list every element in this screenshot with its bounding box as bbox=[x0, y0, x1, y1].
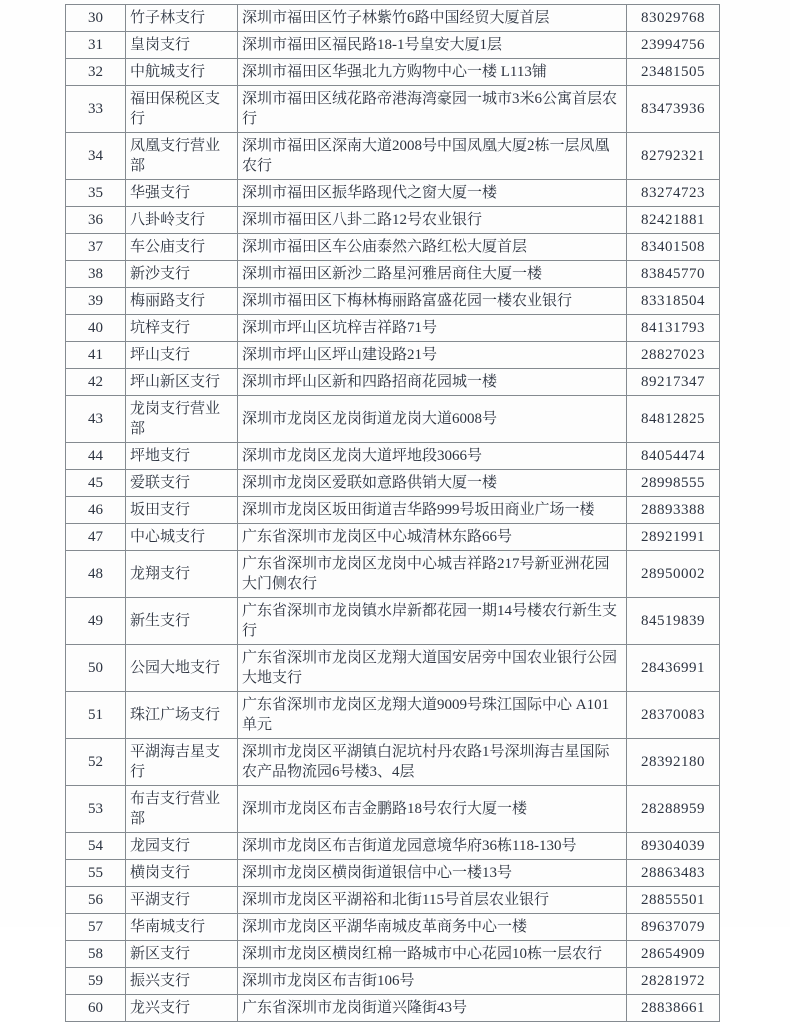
address-cell: 广东省深圳市龙岗区中心城清林东路66号 bbox=[238, 524, 627, 551]
phone-cell: 23994756 bbox=[627, 32, 720, 59]
address-cell: 深圳市福田区车公庙泰然六路红松大厦首层 bbox=[238, 234, 627, 261]
table-row bbox=[66, 645, 720, 692]
branch-name-cell: 华南城支行 bbox=[126, 914, 238, 941]
phone-cell: 89637079 bbox=[627, 914, 720, 941]
branch-name-cell: 振兴支行 bbox=[126, 968, 238, 995]
row-number-cell: 50 bbox=[66, 645, 126, 692]
table-row bbox=[66, 887, 720, 914]
table-row bbox=[66, 261, 720, 288]
phone-cell: 28288959 bbox=[627, 786, 720, 833]
row-number-cell: 56 bbox=[66, 887, 126, 914]
phone-cell: 28893388 bbox=[627, 497, 720, 524]
address-cell: 深圳市福田区八卦二路12号农业银行 bbox=[238, 207, 627, 234]
phone-cell: 83029768 bbox=[627, 5, 720, 32]
branch-name-cell: 福田保税区支行 bbox=[126, 86, 238, 133]
branch-name-cell: 新沙支行 bbox=[126, 261, 238, 288]
row-number-cell: 53 bbox=[66, 786, 126, 833]
branch-name-cell: 八卦岭支行 bbox=[126, 207, 238, 234]
row-number-cell: 47 bbox=[66, 524, 126, 551]
address-cell: 深圳市龙岗区平湖裕和北街115号首层农业银行 bbox=[238, 887, 627, 914]
phone-cell: 28370083 bbox=[627, 692, 720, 739]
row-number-cell: 58 bbox=[66, 941, 126, 968]
branch-name-cell: 新区支行 bbox=[126, 941, 238, 968]
phone-cell: 28827023 bbox=[627, 342, 720, 369]
phone-cell: 83473936 bbox=[627, 86, 720, 133]
row-number-cell: 31 bbox=[66, 32, 126, 59]
table-row bbox=[66, 786, 720, 833]
table-row bbox=[66, 598, 720, 645]
branch-name-cell: 龙岗支行营业部 bbox=[126, 396, 238, 443]
row-number-cell: 43 bbox=[66, 396, 126, 443]
row-number-cell: 60 bbox=[66, 995, 126, 1022]
phone-cell: 28950002 bbox=[627, 551, 720, 598]
branch-name-cell: 坑梓支行 bbox=[126, 315, 238, 342]
row-number-cell: 32 bbox=[66, 59, 126, 86]
table-row bbox=[66, 207, 720, 234]
phone-cell: 28855501 bbox=[627, 887, 720, 914]
address-cell: 深圳市龙岗区龙岗街道龙岗大道6008号 bbox=[238, 396, 627, 443]
row-number-cell: 35 bbox=[66, 180, 126, 207]
row-number-cell: 33 bbox=[66, 86, 126, 133]
row-number-cell: 49 bbox=[66, 598, 126, 645]
phone-cell: 28392180 bbox=[627, 739, 720, 786]
row-number-cell: 54 bbox=[66, 833, 126, 860]
row-number-cell: 44 bbox=[66, 443, 126, 470]
row-number-cell: 38 bbox=[66, 261, 126, 288]
branch-name-cell: 坂田支行 bbox=[126, 497, 238, 524]
table-row bbox=[66, 941, 720, 968]
address-cell: 深圳市坪山区坪山建设路21号 bbox=[238, 342, 627, 369]
table-row bbox=[66, 32, 720, 59]
table-row bbox=[66, 497, 720, 524]
table-row bbox=[66, 995, 720, 1022]
branch-name-cell: 皇岗支行 bbox=[126, 32, 238, 59]
address-cell: 广东省深圳市龙岗镇水岸新都花园一期14号楼农行新生支行 bbox=[238, 598, 627, 645]
row-number-cell: 37 bbox=[66, 234, 126, 261]
phone-cell: 28654909 bbox=[627, 941, 720, 968]
branch-name-cell: 布吉支行营业部 bbox=[126, 786, 238, 833]
branch-name-cell: 凤凰支行营业部 bbox=[126, 133, 238, 180]
address-cell: 广东省深圳市龙岗区龙翔大道国安居旁中国农业银行公园大地支行 bbox=[238, 645, 627, 692]
table-row bbox=[66, 59, 720, 86]
branch-name-cell: 中航城支行 bbox=[126, 59, 238, 86]
table-row bbox=[66, 551, 720, 598]
branch-name-cell: 爱联支行 bbox=[126, 470, 238, 497]
table-row bbox=[66, 860, 720, 887]
address-cell: 深圳市坪山区新和四路招商花园城一楼 bbox=[238, 369, 627, 396]
phone-cell: 28863483 bbox=[627, 860, 720, 887]
table-row bbox=[66, 86, 720, 133]
table-row bbox=[66, 133, 720, 180]
phone-cell: 89217347 bbox=[627, 369, 720, 396]
phone-cell: 84131793 bbox=[627, 315, 720, 342]
branch-name-cell: 车公庙支行 bbox=[126, 234, 238, 261]
branch-name-cell: 华强支行 bbox=[126, 180, 238, 207]
address-cell: 深圳市龙岗区平湖华南城皮革商务中心一楼 bbox=[238, 914, 627, 941]
phone-cell: 83845770 bbox=[627, 261, 720, 288]
row-number-cell: 48 bbox=[66, 551, 126, 598]
phone-cell: 82792321 bbox=[627, 133, 720, 180]
branch-name-cell: 龙兴支行 bbox=[126, 995, 238, 1022]
table-row bbox=[66, 524, 720, 551]
row-number-cell: 51 bbox=[66, 692, 126, 739]
table-row bbox=[66, 968, 720, 995]
table-row bbox=[66, 180, 720, 207]
address-cell: 深圳市福田区华强北九方购物中心一楼 L113铺 bbox=[238, 59, 627, 86]
table-row bbox=[66, 739, 720, 786]
phone-cell: 28838661 bbox=[627, 995, 720, 1022]
row-number-cell: 45 bbox=[66, 470, 126, 497]
row-number-cell: 52 bbox=[66, 739, 126, 786]
phone-cell: 28436991 bbox=[627, 645, 720, 692]
address-cell: 深圳市福田区深南大道2008号中国凤凰大厦2栋一层凤凰农行 bbox=[238, 133, 627, 180]
row-number-cell: 36 bbox=[66, 207, 126, 234]
table-row bbox=[66, 443, 720, 470]
branch-name-cell: 平湖海吉星支行 bbox=[126, 739, 238, 786]
table-row bbox=[66, 833, 720, 860]
address-cell: 深圳市龙岗区横岗红棉一路城市中心花园10栋一层农行 bbox=[238, 941, 627, 968]
phone-cell: 84054474 bbox=[627, 443, 720, 470]
row-number-cell: 41 bbox=[66, 342, 126, 369]
address-cell: 广东省深圳市龙岗区龙翔大道9009号珠江国际中心 A101单元 bbox=[238, 692, 627, 739]
branch-name-cell: 龙园支行 bbox=[126, 833, 238, 860]
table-row bbox=[66, 369, 720, 396]
table-row bbox=[66, 5, 720, 32]
address-cell: 深圳市福田区下梅林梅丽路富盛花园一楼农业银行 bbox=[238, 288, 627, 315]
table-row bbox=[66, 315, 720, 342]
address-cell: 深圳市龙岗区坂田街道吉华路999号坂田商业广场一楼 bbox=[238, 497, 627, 524]
row-number-cell: 55 bbox=[66, 860, 126, 887]
table-row bbox=[66, 914, 720, 941]
phone-cell: 84812825 bbox=[627, 396, 720, 443]
address-cell: 深圳市坪山区坑梓吉祥路71号 bbox=[238, 315, 627, 342]
address-cell: 深圳市龙岗区横岗街道银信中心一楼13号 bbox=[238, 860, 627, 887]
branch-name-cell: 平湖支行 bbox=[126, 887, 238, 914]
address-cell: 深圳市龙岗区布吉街106号 bbox=[238, 968, 627, 995]
branch-name-cell: 坪山新区支行 bbox=[126, 369, 238, 396]
phone-cell: 82421881 bbox=[627, 207, 720, 234]
row-number-cell: 59 bbox=[66, 968, 126, 995]
branch-table bbox=[65, 4, 720, 1022]
branch-name-cell: 竹子林支行 bbox=[126, 5, 238, 32]
phone-cell: 23481505 bbox=[627, 59, 720, 86]
address-cell: 深圳市龙岗区平湖镇白泥坑村丹农路1号深圳海吉星国际农产品物流园6号楼3、4层 bbox=[238, 739, 627, 786]
row-number-cell: 40 bbox=[66, 315, 126, 342]
branch-name-cell: 横岗支行 bbox=[126, 860, 238, 887]
phone-cell: 83401508 bbox=[627, 234, 720, 261]
address-cell: 广东省深圳市龙岗街道兴隆街43号 bbox=[238, 995, 627, 1022]
table-row bbox=[66, 470, 720, 497]
row-number-cell: 34 bbox=[66, 133, 126, 180]
row-number-cell: 42 bbox=[66, 369, 126, 396]
address-cell: 深圳市福田区绒花路帝港海湾豪园一城市3米6公寓首层农行 bbox=[238, 86, 627, 133]
branch-name-cell: 坪地支行 bbox=[126, 443, 238, 470]
branch-table-body bbox=[66, 5, 720, 1022]
table-row bbox=[66, 692, 720, 739]
row-number-cell: 39 bbox=[66, 288, 126, 315]
address-cell: 深圳市福田区新沙二路星河雅居商住大厦一楼 bbox=[238, 261, 627, 288]
branch-name-cell: 坪山支行 bbox=[126, 342, 238, 369]
phone-cell: 84519839 bbox=[627, 598, 720, 645]
address-cell: 深圳市福田区福民路18-1号皇安大厦1层 bbox=[238, 32, 627, 59]
branch-name-cell: 中心城支行 bbox=[126, 524, 238, 551]
row-number-cell: 57 bbox=[66, 914, 126, 941]
phone-cell: 28998555 bbox=[627, 470, 720, 497]
phone-cell: 28281972 bbox=[627, 968, 720, 995]
address-cell: 深圳市龙岗区爱联如意路供销大厦一楼 bbox=[238, 470, 627, 497]
branch-name-cell: 龙翔支行 bbox=[126, 551, 238, 598]
phone-cell: 83274723 bbox=[627, 180, 720, 207]
address-cell: 深圳市龙岗区布吉街道龙园意境华府36栋118-130号 bbox=[238, 833, 627, 860]
branch-name-cell: 公园大地支行 bbox=[126, 645, 238, 692]
address-cell: 深圳市龙岗区龙岗大道坪地段3066号 bbox=[238, 443, 627, 470]
branch-name-cell: 珠江广场支行 bbox=[126, 692, 238, 739]
table-row bbox=[66, 396, 720, 443]
table-row bbox=[66, 288, 720, 315]
table-row bbox=[66, 234, 720, 261]
address-cell: 广东省深圳市龙岗区龙岗中心城吉祥路217号新亚洲花园大门侧农行 bbox=[238, 551, 627, 598]
phone-cell: 83318504 bbox=[627, 288, 720, 315]
branch-name-cell: 新生支行 bbox=[126, 598, 238, 645]
row-number-cell: 46 bbox=[66, 497, 126, 524]
phone-cell: 89304039 bbox=[627, 833, 720, 860]
table-row bbox=[66, 342, 720, 369]
address-cell: 深圳市福田区竹子林紫竹6路中国经贸大厦首层 bbox=[238, 5, 627, 32]
phone-cell: 28921991 bbox=[627, 524, 720, 551]
address-cell: 深圳市龙岗区布吉金鹏路18号农行大厦一楼 bbox=[238, 786, 627, 833]
address-cell: 深圳市福田区振华路现代之窗大厦一楼 bbox=[238, 180, 627, 207]
row-number-cell: 30 bbox=[66, 5, 126, 32]
branch-name-cell: 梅丽路支行 bbox=[126, 288, 238, 315]
